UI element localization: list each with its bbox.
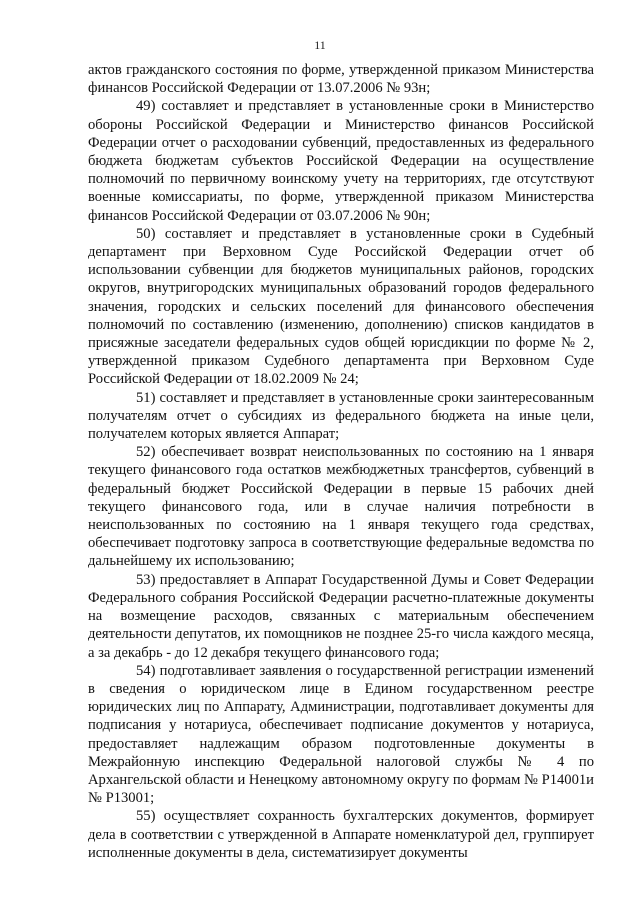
paragraph-item-55: 55) осуществляет сохранность бухгалтерских документов, формирует дела в соответствии с утвержденной в Аппарате номенклатурой дел, группирует исполненные документы в дела, систематизирует документы — [88, 808, 594, 861]
document-body — [88, 61, 594, 862]
paragraph-item-53: 53) предоставляет в Аппарат Государственной Думы и Совет Федерации Федерального собрания Российской Федерации расчетно-платежные документы на возмещение расходов, связанных с материальным обеспечением деятельности депутатов, их помощников не позднее 25-го числа каждого месяца, а за декабрь - до 12 декабря текущего финансового года; — [88, 571, 594, 661]
paragraph-continuation: актов гражданского состояния по форме, утвержденной приказом Министерства финансов Российской Федерации от 13.07.2006 № 93н; — [88, 62, 594, 97]
paragraph-item-54: 54) подготавливает заявления о государственной регистрации изменений в сведения о юридическом лице в Едином государственном реестре юридических лиц по Аппарату, Администрации, подготавливает документы для подписания у нотариуса, обеспечивает подписание документов у нотариуса, предоставляет надлежащим образом подготовленные документы в Межрайонную инспекцию Федеральной налоговой службы № 4 по Архангельской области и Ненецкому автономному округу по формам № Р14001и № Р13001; — [88, 662, 594, 807]
paragraph-item-50: 50) составляет и представляет в установленные сроки в Судебный департамент при Верховном Суде Российской Федерации отчет об использовании субвенции для бюджетов муниципальных районов, городских округов, внутригородских муниципальных образований городов федерального значения, городских и сельских поселений для финансового обеспечения полномочий по составлению (изменению, дополнению) списков кандидатов в присяжные заседатели федеральных судов общей юрисдикции по форме № 2, утвержденной приказом Судебного департамента при Верховном Суде Российской Федерации от 18.02.2009 № 24; — [88, 225, 594, 388]
page-number: 11 — [314, 38, 326, 52]
paragraph-item-49: 49) составляет и представляет в установленные сроки в Министерство обороны Российской Федерации и Министерство финансов Российской Федерации отчет о расходовании субвенций, предоставленных из федерального бюджета бюджетам субъектов Российской Федерации на осуществление полномочий по первичному воинскому учету на территориях, где отсутствуют военные комиссариаты, по форме, утвержденной приказом Министерства финансов Российской Федерации от 03.07.2006 № 90н; — [88, 98, 594, 224]
paragraph-item-52: 52) обеспечивает возврат неиспользованных по состоянию на 1 января текущего финансового года остатков межбюджетных трансфертов, субвенций в федеральный бюджет Российской Федерации в первые 15 рабочих дней текущего финансового года, или в случае наличия потребности в неиспользованных по состоянию на 1 января текущего года средствах, обеспечивает подготовку запроса в соответствующие федеральные ведомства по дальнейшему их использованию; — [88, 444, 594, 570]
paragraph-item-51: 51) составляет и представляет в установленные сроки заинтересованным получателям отчет о субсидиях из федерального бюджета на иные цели, получателем которых является Аппарат; — [88, 389, 594, 443]
